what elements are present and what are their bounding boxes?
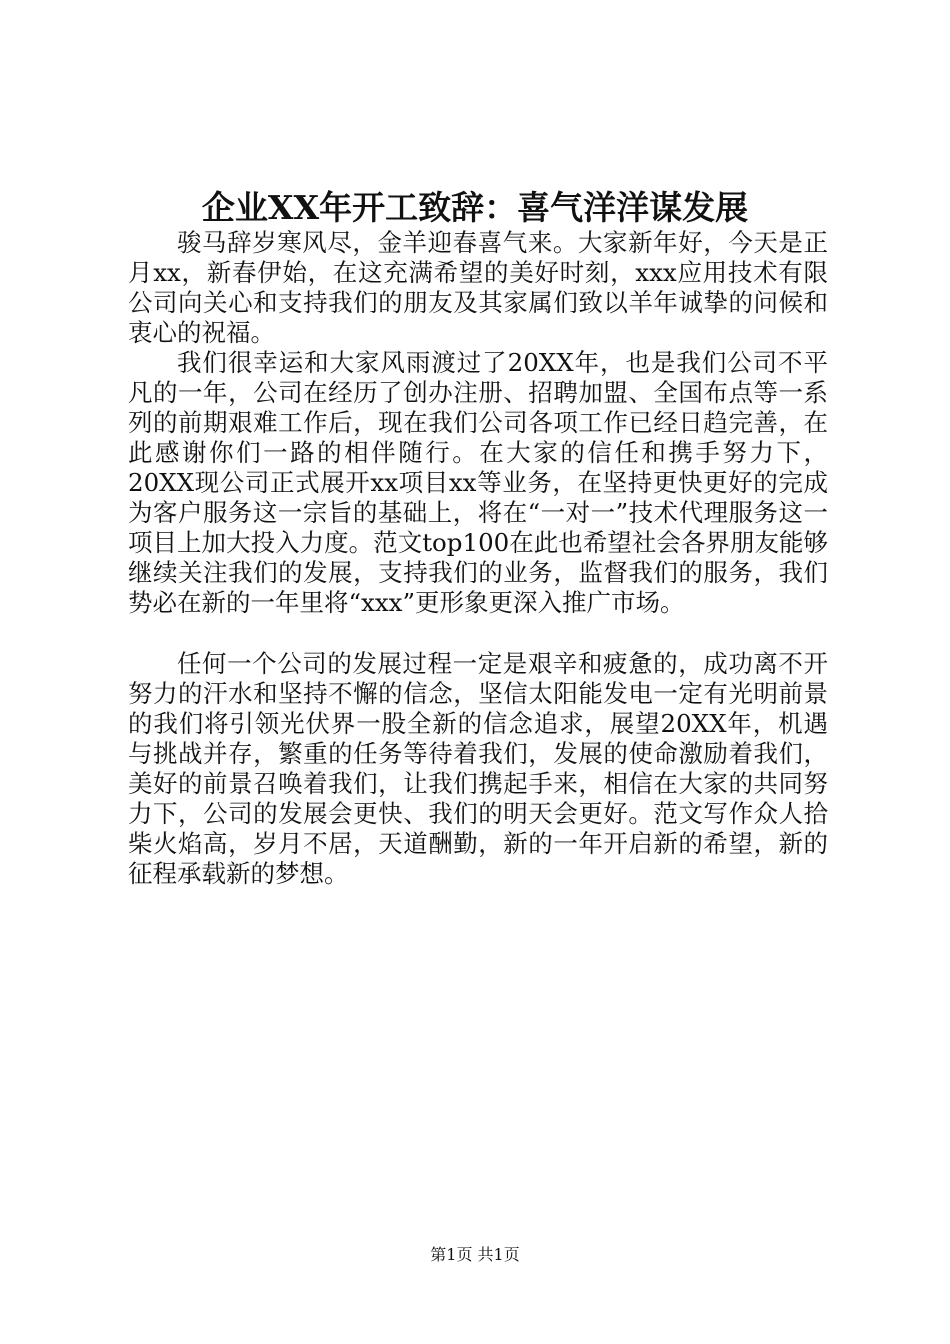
paragraph-1: 骏马辞岁寒风尽，金羊迎春喜气来。大家新年好，今天是正月xx，新春伊始，在这充满希望的美好时刻，xxx应用技术有限公司向关心和支持我们的朋友及其家属们致以羊年诚挚的问候和衷心的祝福。 <box>128 228 828 347</box>
document-title: 企业XX年开工致辞：喜气洋洋谋发展 <box>201 188 749 227</box>
paragraph-3: 任何一个公司的发展过程一定是艰辛和疲惫的，成功离不开努力的汗水和坚持不懈的信念，坚信太阳能发电一定有光明前景的我们将引领光伏界一股全新的信念追求，展望20XX年，机遇与挑战并存，繁重的任务等待着我们，发展的使命激励着我们，美好的前景召唤着我们，让我们携起手来，相信在大家的共同努力下，公司的发展会更快、我们的明天会更好。范文写作众人拾柴火焰高，岁月不居，天道酬勤，新的一年开启新的希望，新的征程承载新的梦想。 <box>128 649 828 888</box>
page-footer: 第1页 共1页 <box>430 1245 520 1264</box>
paragraph-spacer <box>128 618 828 649</box>
paragraph-2: 我们很幸运和大家风雨渡过了20XX年，也是我们公司不平凡的一年，公司在经历了创办注册、招聘加盟、全国布点等一系列的前期艰难工作后，现在我们公司各项工作已经日趋完善，在此感谢你们一路的相伴随行。在大家的信任和携手努力下，20XX现公司正式展开xx项目xx等业务，在坚持更快更好的完成为客户服务这一宗旨的基础上，将在“一对一”技术代理服务这一项目上加大投入力度。范文top100在此也希望社会各界朋友能够继续关注我们的发展，支持我们的业务，监督我们的服务，我们势必在新的一年里将“xxx”更形象更深入推广市场。 <box>128 348 828 617</box>
document-body <box>128 228 828 889</box>
